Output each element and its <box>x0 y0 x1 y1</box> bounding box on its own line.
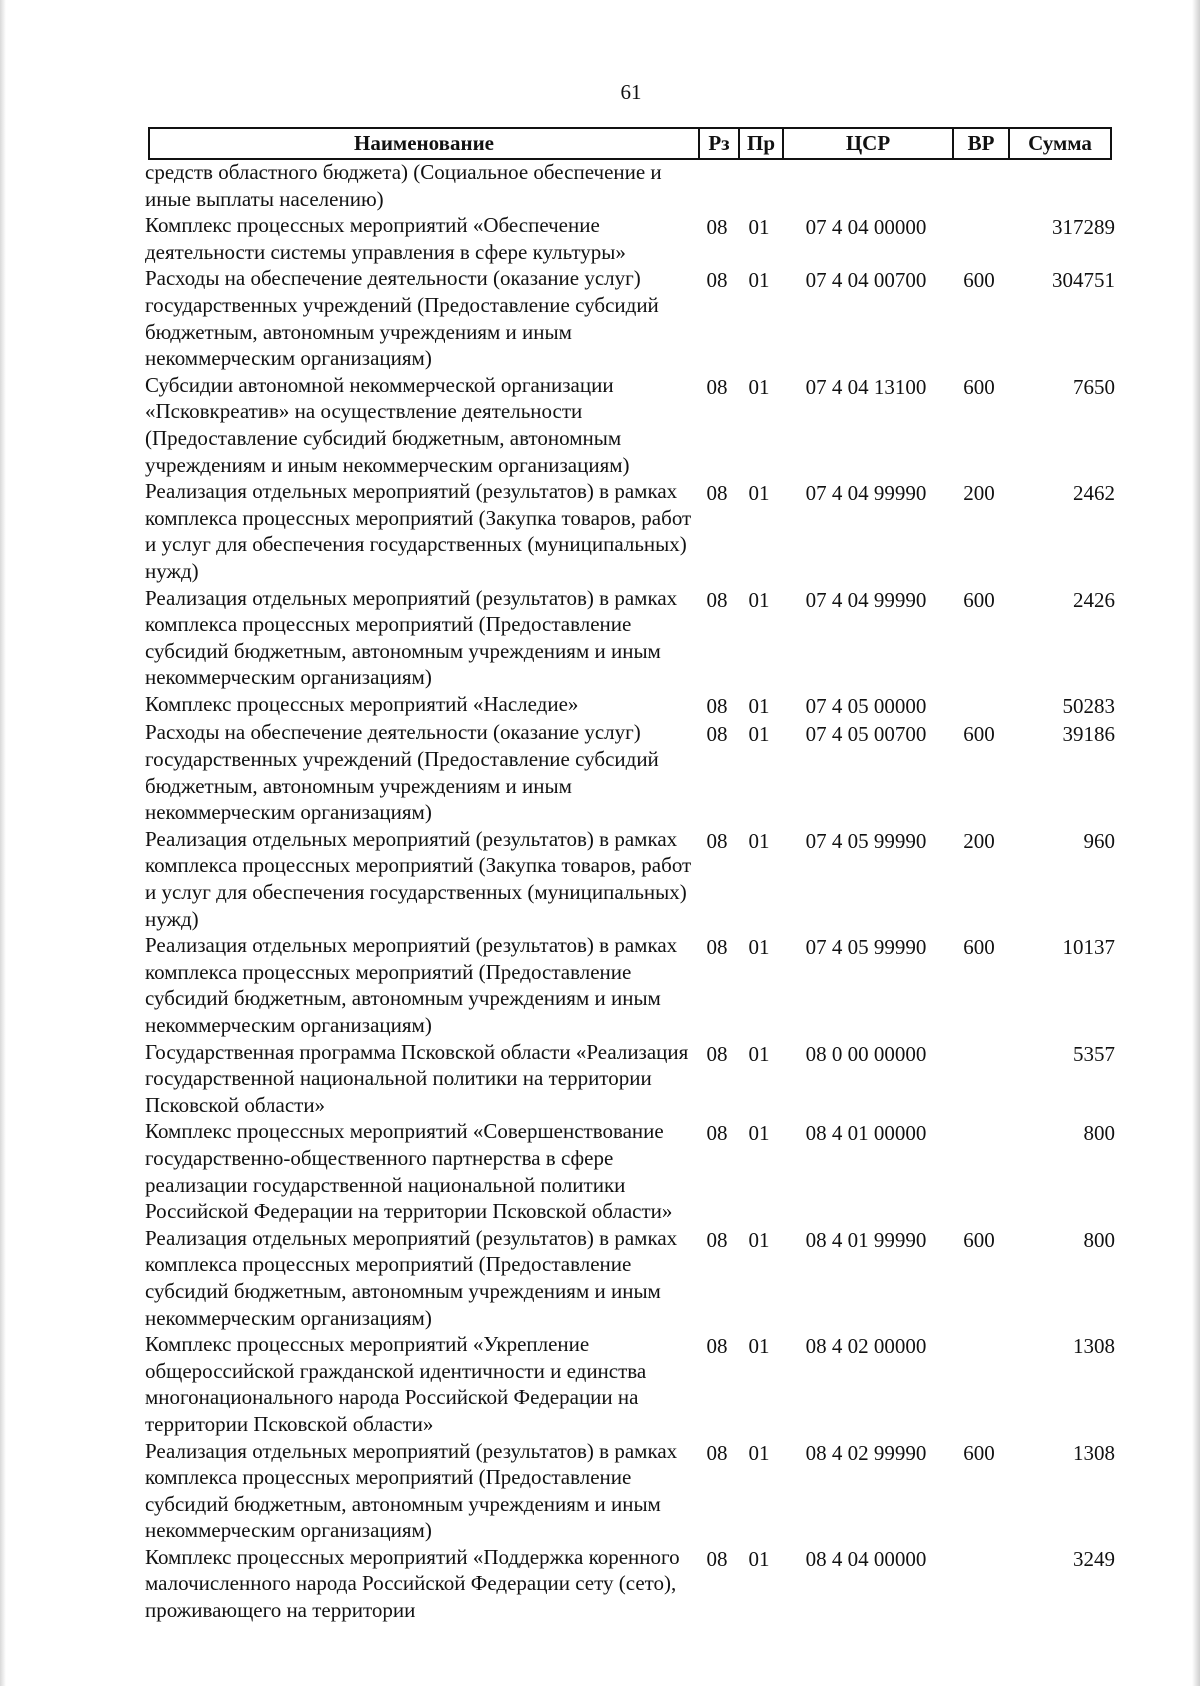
cell-name: Комплекс процессных мероприятий «Обеспечение деятельности системы управления в сфере культуры» <box>145 213 626 264</box>
cell-sum: 1308 <box>1073 1334 1115 1359</box>
table-row <box>145 372 1115 478</box>
cell-name: Государственная программа Псковской области «Реализация государственной национальной политики на территории Псковской области» <box>145 1039 689 1117</box>
cell-csr: 08 4 01 99990 <box>805 1227 927 1252</box>
table-row <box>145 1438 1115 1544</box>
cell-rz: 08 <box>706 935 728 960</box>
cell-csr: 08 4 02 00000 <box>805 1334 927 1359</box>
cell-sum: 800 <box>1083 1121 1115 1146</box>
cell-csr: 07 4 04 99990 <box>805 481 927 506</box>
cell-vr <box>951 159 1007 212</box>
header-pr: Пр <box>740 129 784 158</box>
table-row <box>145 265 1115 371</box>
cell-vr: 600 <box>963 374 995 399</box>
cell-vr: 600 <box>963 722 995 747</box>
cell-name: средств областного бюджета) (Социальное обеспечение и иные выплаты населению) <box>145 160 662 211</box>
cell-rz: 08 <box>706 828 728 853</box>
cell-sum: 7650 <box>1073 374 1115 399</box>
cell-pr: 01 <box>748 268 770 293</box>
cell-name: Субсидии автономной некоммерческой организации «Псковкреатив» на осуществление деятельности (Предоставление субсидий бюджетным, автономным учреждениям и иным некоммерческим организациям) <box>145 372 630 477</box>
cell-pr: 01 <box>748 215 770 240</box>
header-name: Наименование <box>150 129 700 158</box>
cell-pr: 01 <box>748 828 770 853</box>
cell-pr: 01 <box>748 1121 770 1146</box>
cell-name: Расходы на обеспечение деятельности (оказание услуг) государственных учреждений (Предоставление субсидий бюджетным, автономным учреждениям и иным некоммерческим организациям) <box>145 720 659 825</box>
table-row <box>145 1039 1115 1119</box>
cell-rz: 08 <box>706 693 728 718</box>
cell-csr: 07 4 05 00700 <box>805 722 927 747</box>
cell-vr <box>951 1118 1007 1224</box>
table-row <box>145 585 1115 691</box>
table-header <box>148 127 1112 160</box>
cell-sum: 317289 <box>1052 215 1115 240</box>
cell-rz: 08 <box>706 1546 728 1571</box>
table-row <box>145 478 1115 584</box>
cell-pr: 01 <box>748 374 770 399</box>
scan-left-edge <box>0 0 6 1686</box>
cell-vr: 200 <box>963 828 995 853</box>
cell-csr: 07 4 05 99990 <box>805 935 927 960</box>
cell-vr <box>951 212 1007 265</box>
cell-csr: 07 4 05 00000 <box>805 693 927 718</box>
cell-name: Реализация отдельных мероприятий (результатов) в рамках комплекса процессных мероприятий (Предоставление субсидий бюджетным, автономным учреждениям и иным некоммерческим организациям) <box>145 1438 678 1543</box>
cell-pr: 01 <box>748 587 770 612</box>
scan-right-edge <box>1192 0 1200 1686</box>
cell-rz: 08 <box>706 587 728 612</box>
cell-pr: 01 <box>748 693 770 718</box>
cell-sum: 5357 <box>1073 1041 1115 1066</box>
cell-csr: 08 4 01 00000 <box>805 1121 927 1146</box>
table-row <box>145 691 1115 720</box>
cell-name: Расходы на обеспечение деятельности (оказание услуг) государственных учреждений (Предоставление субсидий бюджетным, автономным учреждениям и иным некоммерческим организациям) <box>145 266 659 371</box>
cell-csr: 07 4 04 99990 <box>805 587 927 612</box>
cell-pr: 01 <box>748 1440 770 1465</box>
cell-pr: 01 <box>748 1227 770 1252</box>
cell-vr: 600 <box>963 268 995 293</box>
cell-sum: 39186 <box>1062 722 1115 747</box>
cell-rz: 08 <box>706 1334 728 1359</box>
cell-name: Комплекс процессных мероприятий «Наследие» <box>145 691 579 716</box>
cell-name: Реализация отдельных мероприятий (результатов) в рамках комплекса процессных мероприятий (Предоставление субсидий бюджетным, автономным учреждениям и иным некоммерческим организациям) <box>145 1225 678 1330</box>
cell-sum: 304751 <box>1052 268 1115 293</box>
cell-csr: 07 4 04 00700 <box>805 268 927 293</box>
cell-rz: 08 <box>706 374 728 399</box>
header-vr: ВР <box>954 129 1010 158</box>
cell-name: Комплекс процессных мероприятий «Поддержка коренного малочисленного народа Российской Федерации сету (сето), проживающего на территории <box>145 1544 680 1623</box>
cell-pr: 01 <box>748 1546 770 1571</box>
cell-vr <box>951 1039 1007 1119</box>
cell-sum: 800 <box>1083 1227 1115 1252</box>
cell-csr: 07 4 04 13100 <box>805 374 927 399</box>
table-row <box>145 1118 1115 1224</box>
cell-sum: 3249 <box>1073 1546 1115 1571</box>
cell-vr: 600 <box>963 935 995 960</box>
header-csr: ЦСР <box>784 129 954 158</box>
table-row <box>145 719 1115 825</box>
cell-vr: 600 <box>963 1440 995 1465</box>
table-row <box>145 826 1115 932</box>
cell-csr: 08 4 02 99990 <box>805 1440 927 1465</box>
cell-name: Комплекс процессных мероприятий «Укрепление общероссийской гражданской идентичности и единства многонационального народа Российской Федерации на территории Псковской области» <box>145 1332 647 1436</box>
table-body <box>145 159 1115 1624</box>
page-number: 61 <box>620 80 642 104</box>
cell-pr: 01 <box>748 935 770 960</box>
cell-vr: 600 <box>963 1227 995 1252</box>
table-row <box>145 1544 1115 1624</box>
cell-sum: 2426 <box>1073 587 1115 612</box>
cell-rz: 08 <box>706 722 728 747</box>
cell-rz <box>697 159 737 212</box>
cell-rz: 08 <box>706 215 728 240</box>
cell-sum <box>1007 159 1115 212</box>
table-row <box>145 932 1115 1038</box>
cell-name: Реализация отдельных мероприятий (результатов) в рамках комплекса процессных мероприятий (Закупка товаров, работ и услуг для обеспечения государственных (муниципальных) нужд) <box>145 826 692 931</box>
cell-sum: 10137 <box>1062 935 1115 960</box>
cell-csr: 07 4 05 99990 <box>805 828 927 853</box>
cell-name: Реализация отдельных мероприятий (результатов) в рамках комплекса процессных мероприятий (Предоставление субсидий бюджетным, автономным учреждениям и иным некоммерческим организациям) <box>145 585 678 690</box>
cell-csr: 08 0 00 00000 <box>805 1041 927 1066</box>
cell-name: Комплекс процессных мероприятий «Совершенствование государственно-общественного партнерства в сфере реализации государственной национальной политики Российской Федерации на территории Псковской области» <box>145 1119 673 1224</box>
cell-vr <box>951 1544 1007 1624</box>
cell-sum: 1308 <box>1073 1440 1115 1465</box>
cell-sum: 50283 <box>1062 693 1115 718</box>
cell-pr: 01 <box>748 722 770 747</box>
header-sum: Сумма <box>1028 131 1092 155</box>
cell-rz: 08 <box>706 1227 728 1252</box>
cell-csr: 07 4 04 00000 <box>805 215 927 240</box>
cell-vr: 200 <box>963 481 995 506</box>
cell-vr <box>951 691 1007 720</box>
header-rz: Рз <box>700 129 740 158</box>
cell-sum: 2462 <box>1073 481 1115 506</box>
cell-rz: 08 <box>706 1121 728 1146</box>
cell-rz: 08 <box>706 268 728 293</box>
cell-vr <box>951 1331 1007 1437</box>
table-row <box>145 1331 1115 1437</box>
table-row <box>145 1225 1115 1331</box>
cell-pr: 01 <box>748 1041 770 1066</box>
cell-sum: 960 <box>1083 828 1115 853</box>
cell-csr: 08 4 04 00000 <box>805 1546 927 1571</box>
table-row <box>145 212 1115 265</box>
cell-rz: 08 <box>706 481 728 506</box>
cell-rz: 08 <box>706 1440 728 1465</box>
table-row <box>145 159 1115 212</box>
cell-name: Реализация отдельных мероприятий (результатов) в рамках комплекса процессных мероприятий (Закупка товаров, работ и услуг для обеспечения государственных (муниципальных) нужд) <box>145 479 692 583</box>
cell-pr: 01 <box>748 1334 770 1359</box>
cell-pr <box>737 159 781 212</box>
cell-name: Реализация отдельных мероприятий (результатов) в рамках комплекса процессных мероприятий (Предоставление субсидий бюджетным, автономным учреждениям и иным некоммерческим организациям) <box>145 933 678 1037</box>
cell-vr: 600 <box>963 587 995 612</box>
cell-pr: 01 <box>748 481 770 506</box>
cell-rz: 08 <box>706 1041 728 1066</box>
cell-csr <box>781 159 951 212</box>
